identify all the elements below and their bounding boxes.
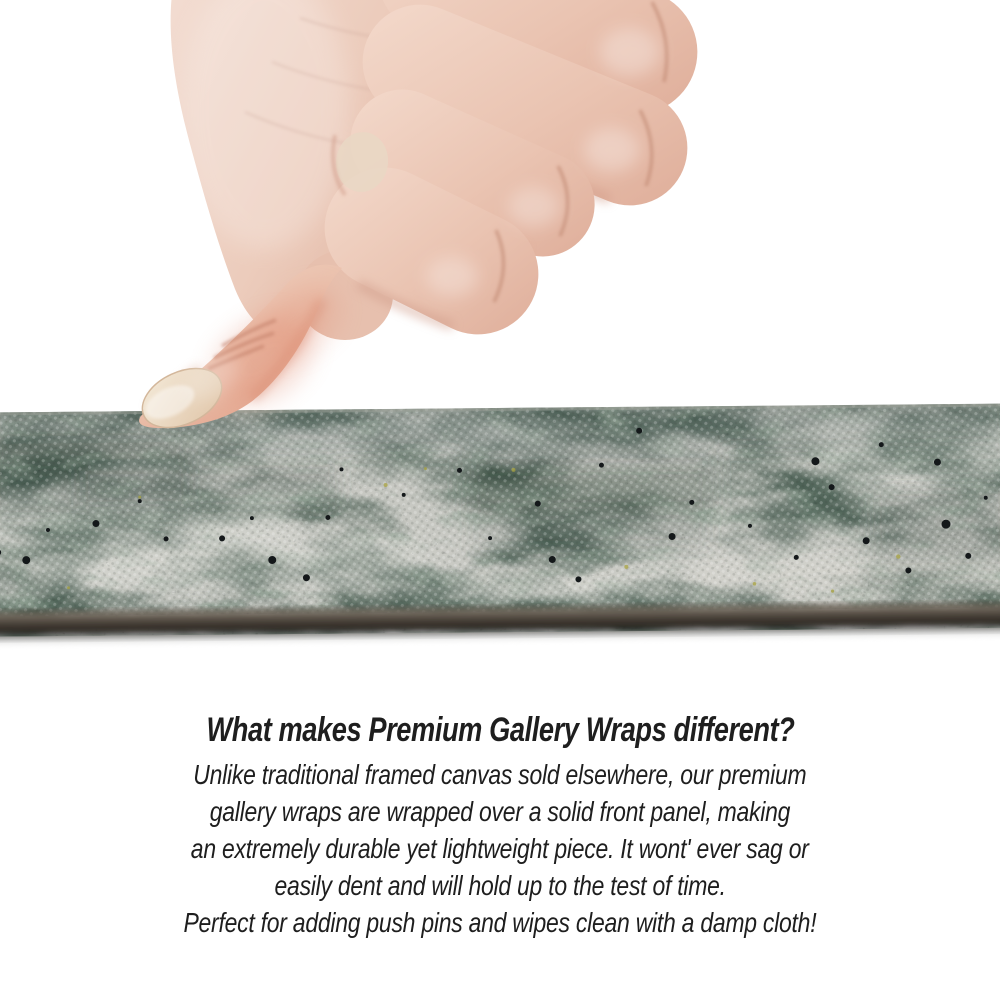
info-line: easily dent and will hold up to the test of time.	[274, 870, 726, 901]
info-line-row	[0, 756, 1000, 793]
info-line-row	[0, 793, 1000, 830]
info-line-row	[0, 904, 1000, 941]
hand-graphic	[0, 0, 1000, 440]
info-heading-row	[0, 706, 1000, 756]
info-text-block	[0, 706, 1000, 941]
info-line: Unlike traditional framed canvas sold elsewhere, our premium	[193, 759, 807, 790]
info-heading: What makes Premium Gallery Wraps different?	[206, 711, 794, 749]
info-line: gallery wraps are wrapped over a solid front panel, making	[209, 796, 791, 827]
canvas-strip-graphic	[0, 404, 1000, 653]
info-line: an extremely durable yet lightweight piece. It wont' ever sag or	[191, 833, 809, 864]
info-line-row	[0, 867, 1000, 904]
hand-photo	[0, 0, 1000, 440]
info-line: Perfect for adding push pins and wipes clean with a damp cloth!	[183, 907, 817, 938]
info-line-row	[0, 830, 1000, 867]
canvas-strip	[0, 404, 1000, 653]
